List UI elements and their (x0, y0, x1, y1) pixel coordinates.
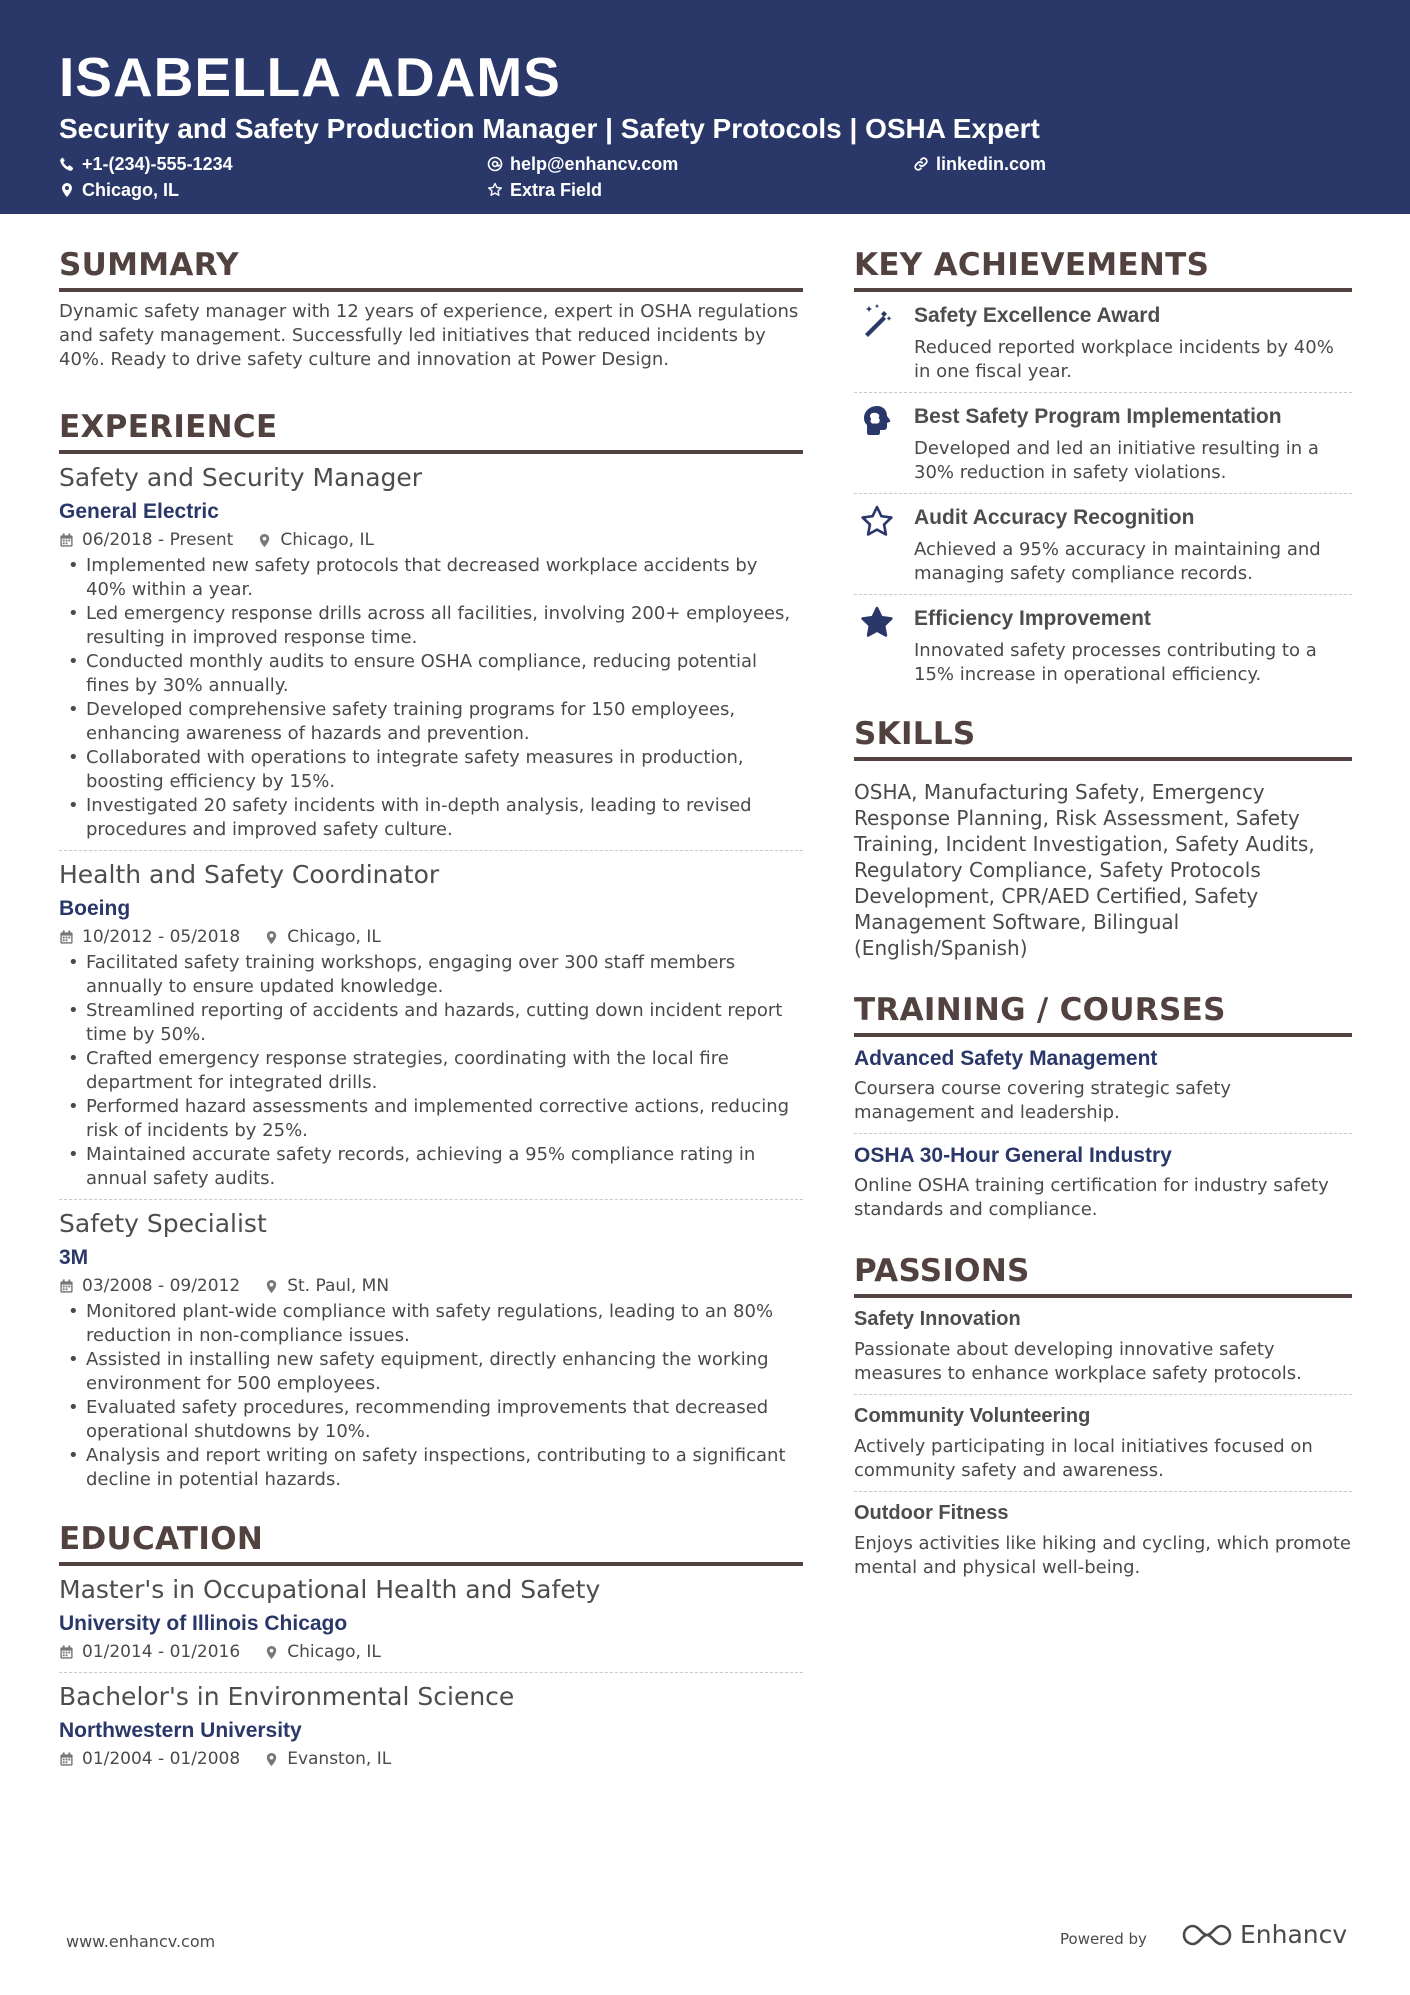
job-role: Safety and Security Manager (59, 463, 423, 492)
passions-title: PASSIONS (854, 1252, 1352, 1298)
footer-url[interactable]: www.enhancv.com (66, 1932, 216, 1951)
passion-desc: Actively participating in local initiatives focused on community safety and awareness. (854, 1436, 1313, 1481)
location-pin-icon (264, 1752, 279, 1767)
calendar-icon (59, 930, 74, 945)
job-dates: 06/2018 - Present (82, 530, 234, 550)
degree: Master's in Occupational Health and Safety (59, 1575, 601, 1604)
email-link[interactable]: help@enhancv.com (510, 154, 679, 174)
job-company: Boeing (59, 897, 131, 920)
bullet-item: • Led emergency response drills across all facilities, involving 200+ employees, resulting in improved response time. (59, 602, 803, 650)
course-desc: Coursera course covering strategic safety management and leadership. (854, 1078, 1232, 1123)
bullet-item: • Facilitated safety training workshops, engaging over 300 staff members annually to ensure updated knowledge. (59, 951, 803, 999)
extra-field-text: Extra Field (510, 180, 603, 200)
education-dates: 01/2014 - 01/2016 (82, 1642, 241, 1662)
experience-entry (59, 859, 803, 1200)
passion-title: Safety Innovation (854, 1308, 1021, 1330)
achievement-item (854, 595, 1352, 695)
location-pin-icon (59, 182, 75, 198)
contact-email (487, 152, 678, 176)
skills-title: SKILLS (854, 715, 1352, 761)
bullet-item: • Streamlined reporting of accidents and hazards, cutting down incident report time by 50%. (59, 999, 803, 1047)
enhancv-logo[interactable] (1180, 1920, 1347, 1949)
achievement-title: Audit Accuracy Recognition (914, 506, 1195, 529)
education-meta (59, 1640, 803, 1664)
head-brain-icon (859, 403, 895, 439)
magic-wand-icon (859, 302, 895, 338)
at-icon (487, 156, 503, 172)
achievement-title: Safety Excellence Award (914, 304, 1161, 327)
course-item (854, 1037, 1352, 1134)
job-location: Chicago, IL (287, 927, 381, 947)
job-dates: 03/2008 - 09/2012 (82, 1276, 241, 1296)
location-pin-icon (264, 1279, 279, 1294)
job-bullets (59, 951, 803, 1191)
bullet-item: • Conducted monthly audits to ensure OSHA compliance, reducing potential fines by 30% annually. (59, 650, 803, 698)
bullet-item: • Collaborated with operations to integrate safety measures in production, boosting efficiency by 15%. (59, 746, 803, 794)
contact-extra (487, 178, 602, 202)
bullet-item: • Performed hazard assessments and implemented corrective actions, reducing risk of incidents by 25%. (59, 1095, 803, 1143)
school: University of Illinois Chicago (59, 1612, 348, 1635)
achievements-section (854, 246, 1352, 695)
job-location: Chicago, IL (280, 530, 374, 550)
course-desc: Online OSHA training certification for industry safety standards and compliance. (854, 1175, 1329, 1220)
star-outline-icon (487, 182, 503, 198)
skills-list: OSHA, Manufacturing Safety, Emergency Response Planning, Risk Assessment, Safety Training, Incident Investigation, Safety Audits, Regulatory Compliance, Safety Protocols Development, CPR/AED Certified, Safety Management Software, Bilingual (English/Spanish) (854, 780, 1315, 960)
left-column (59, 246, 803, 1771)
achievement-title: Efficiency Improvement (914, 607, 1151, 630)
summary-text: Dynamic safety manager with 12 years of experience, expert in OSHA regulations and safety management. Successfully led initiatives that reduced incidents by 40%. Ready to drive safety culture and innovation at Power Design. (59, 301, 799, 370)
star-half-icon (859, 605, 895, 641)
divider (59, 1199, 803, 1200)
passion-desc: Passionate about developing innovative safety measures to enhance workplace safety protocols. (854, 1339, 1302, 1384)
passion-item (854, 1395, 1352, 1492)
education-entry (59, 1574, 803, 1673)
passion-item (854, 1492, 1352, 1580)
job-role: Safety Specialist (59, 1209, 267, 1238)
contact-linkedin (913, 152, 1046, 176)
enhancv-logo-icon (1180, 1921, 1234, 1949)
experience-title: EXPERIENCE (59, 408, 803, 454)
achievements-title: KEY ACHIEVEMENTS (854, 246, 1352, 292)
contact-location (59, 178, 179, 202)
calendar-icon (59, 1752, 74, 1767)
calendar-icon (59, 1279, 74, 1294)
passion-desc: Enjoys activities like hiking and cycling, which promote mental and physical well-being. (854, 1533, 1351, 1578)
enhancv-brand: Enhancv (1240, 1920, 1348, 1949)
passions-section (854, 1252, 1352, 1580)
education-location: Chicago, IL (287, 1642, 381, 1662)
passion-title: Outdoor Fitness (854, 1502, 1009, 1524)
bullet-item: • Crafted emergency response strategies, coordinating with the local fire department for integrated drills. (59, 1047, 803, 1095)
bullet-item: • Developed comprehensive safety training programs for 150 employees, enhancing awareness of hazards and prevention. (59, 698, 803, 746)
bullet-item: • Monitored plant-wide compliance with safety regulations, leading to an 80% reduction in non-compliance issues. (59, 1300, 803, 1348)
course-item (854, 1134, 1352, 1222)
job-bullets (59, 554, 803, 842)
contact-block (59, 152, 1410, 204)
achievement-item (854, 393, 1352, 494)
summary-title: SUMMARY (59, 246, 803, 292)
bullet-item: • Assisted in installing new safety equipment, directly enhancing the working environment for 500 employees. (59, 1348, 803, 1396)
bullet-item: • Investigated 20 safety incidents with in-depth analysis, leading to revised procedures and improved safety culture. (59, 794, 803, 842)
location-pin-icon (257, 533, 272, 548)
job-company: General Electric (59, 500, 219, 523)
job-bullets (59, 1300, 803, 1492)
location-pin-icon (264, 1645, 279, 1660)
resume-header (0, 0, 1410, 214)
bullet-item: • Maintained accurate safety records, achieving a 95% compliance rating in annual safety audits. (59, 1143, 803, 1191)
achievement-desc: Achieved a 95% accuracy in maintaining and managing safety compliance records. (914, 539, 1321, 584)
right-column (854, 246, 1352, 1580)
candidate-name: ISABELLA ADAMS (59, 46, 561, 108)
skills-section (854, 715, 1352, 961)
divider (59, 850, 803, 851)
training-section (854, 991, 1352, 1222)
achievement-desc: Reduced reported workplace incidents by 40% in one fiscal year. (914, 337, 1334, 382)
link-icon (913, 156, 929, 172)
passion-item (854, 1298, 1352, 1395)
education-meta (59, 1747, 803, 1771)
degree: Bachelor's in Environmental Science (59, 1682, 515, 1711)
experience-entry (59, 1208, 803, 1492)
contact-phone (59, 152, 233, 176)
bullet-item: • Analysis and report writing on safety inspections, contributing to a significant decline in potential hazards. (59, 1444, 803, 1492)
education-location: Evanston, IL (287, 1749, 392, 1769)
job-dates: 10/2012 - 05/2018 (82, 927, 241, 947)
job-location: St. Paul, MN (287, 1276, 390, 1296)
training-title: TRAINING / COURSES (854, 991, 1352, 1037)
job-company: 3M (59, 1246, 89, 1269)
course-title: OSHA 30-Hour General Industry (854, 1144, 1172, 1167)
achievement-desc: Developed and led an initiative resulting in a 30% reduction in safety violations. (914, 438, 1319, 483)
phone-icon (59, 156, 75, 172)
location-pin-icon (264, 930, 279, 945)
job-role: Health and Safety Coordinator (59, 860, 440, 889)
job-meta (59, 1274, 803, 1298)
achievement-title: Best Safety Program Implementation (914, 405, 1282, 428)
summary-section (59, 246, 803, 372)
experience-section (59, 408, 803, 1492)
job-meta (59, 528, 803, 552)
achievement-item (854, 494, 1352, 595)
education-section (59, 1520, 803, 1771)
divider (59, 1672, 803, 1673)
location-text: Chicago, IL (82, 180, 180, 200)
calendar-icon (59, 1645, 74, 1660)
calendar-icon (59, 533, 74, 548)
bullet-item: • Implemented new safety protocols that decreased workplace accidents by 40% within a year. (59, 554, 803, 602)
education-dates: 01/2004 - 01/2008 (82, 1749, 241, 1769)
linkedin-link[interactable]: linkedin.com (936, 154, 1047, 174)
experience-entry (59, 462, 803, 851)
achievement-item (854, 292, 1352, 393)
achievement-desc: Innovated safety processes contributing to a 15% increase in operational efficiency. (914, 640, 1317, 685)
education-title: EDUCATION (59, 1520, 803, 1566)
bullet-item: • Evaluated safety procedures, recommending improvements that decreased operational shutdowns by 10%. (59, 1396, 803, 1444)
candidate-headline: Security and Safety Production Manager | Safety Protocols | OSHA Expert (59, 113, 1040, 144)
course-title: Advanced Safety Management (854, 1047, 1158, 1070)
passion-title: Community Volunteering (854, 1405, 1091, 1427)
star-outline-icon (859, 504, 895, 540)
school: Northwestern University (59, 1719, 302, 1742)
education-entry (59, 1681, 803, 1771)
job-meta (59, 925, 803, 949)
phone-text: +1-(234)-555-1234 (82, 154, 233, 174)
footer-powered-by: Powered by (1060, 1930, 1147, 1948)
